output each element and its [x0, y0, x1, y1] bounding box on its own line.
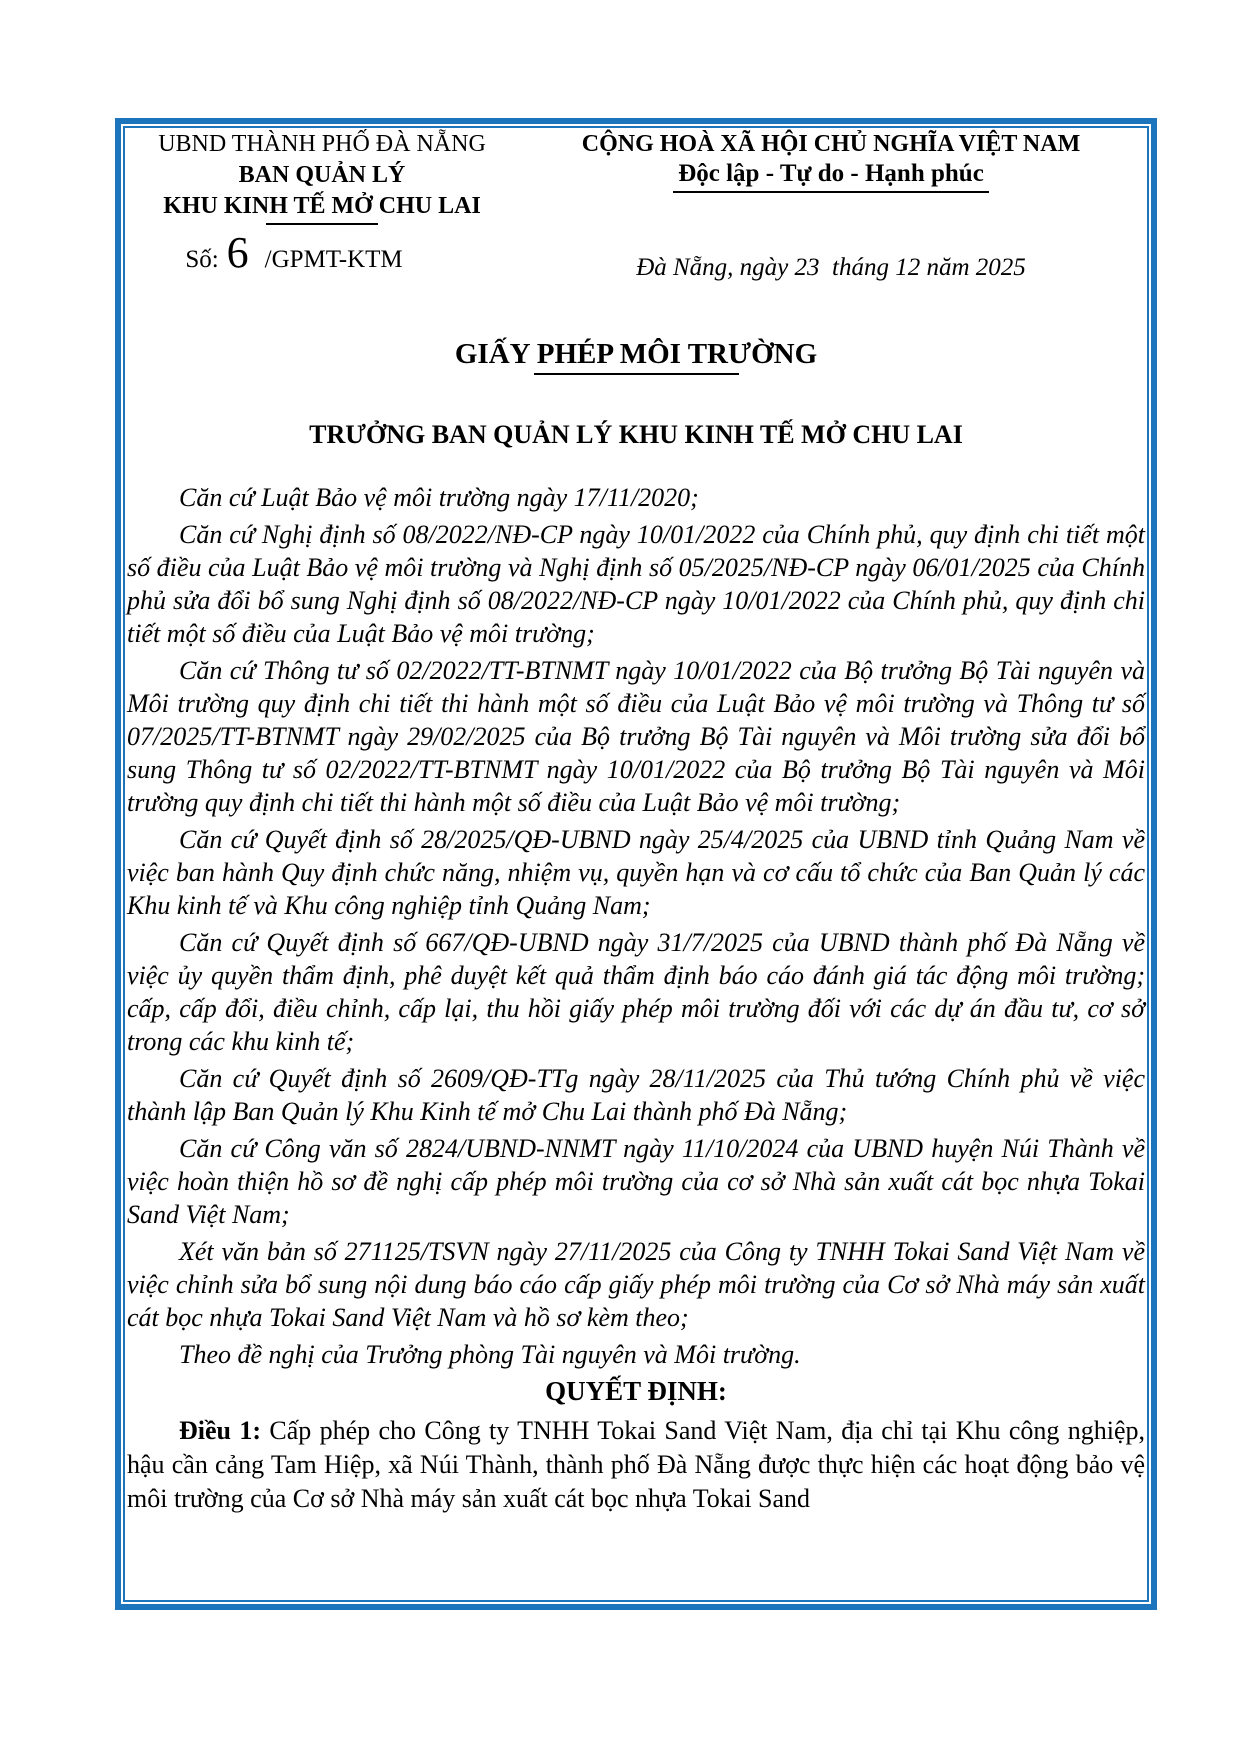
document-header	[127, 129, 1145, 284]
article-1-text: Cấp phép cho Công ty TNHH Tokai Sand Việt Nam, địa chỉ tại Khu công nghiệp, hậu cần cảng Tam Hiệp, xã Núi Thành, thành phố Đà Nẵng được thực hiện các hoạt động bảo vệ môi trường của Cơ sở Nhà máy sản xuất cát bọc nhựa Tokai Sand	[127, 1416, 1145, 1513]
national-motto-wrap	[517, 159, 1145, 193]
document-body	[127, 481, 1145, 1516]
agency-name: BAN QUẢN LÝ	[238, 162, 406, 188]
number-suffix: /GPMT-KTM	[264, 246, 403, 273]
number-value: 6	[226, 228, 249, 277]
recital-paragraph: Căn cứ Quyết định số 28/2025/QĐ-UBND ngày 25/4/2025 của UBND tỉnh Quảng Nam về việc ban hành Quy định chức năng, nhiệm vụ, quyền hạn và cơ cấu tổ chức của Ban Quản lý các Khu kinh tế và Khu công nghiệp tỉnh Quảng Nam;	[127, 825, 1145, 920]
page-border-frame	[115, 118, 1157, 1610]
recital-paragraph: Căn cứ Nghị định số 08/2022/NĐ-CP ngày 10/01/2022 của Chính phủ, quy định chi tiết một số điều của Luật Bảo vệ môi trường và Nghị định số 05/2025/NĐ-CP ngày 06/01/2025 của Chính phủ sửa đổi bổ sung Nghị định số 08/2022/NĐ-CP ngày 10/01/2022 của Chính phủ, quy định chi tiết một số điều của Luật Bảo vệ môi trường;	[127, 520, 1145, 648]
agency-parent-name: UBND THÀNH PHỐ ĐÀ NẴNG	[158, 131, 486, 157]
number-label: Số:	[185, 246, 219, 273]
title-underline	[534, 373, 739, 375]
agency-underline	[266, 223, 378, 225]
recital-paragraph: Căn cứ Thông tư số 02/2022/TT-BTNMT ngày 10/01/2022 của Bộ trưởng Bộ Tài nguyên và Môi trường quy định chi tiết thi hành một số điều của Luật Bảo vệ môi trường và Thông tư số 07/2025/TT-BTNMT ngày 29/02/2025 của Bộ trưởng Bộ Tài nguyên và Môi trường sửa đổi bổ sung Thông tư số 02/2022/TT-BTNMT ngày 10/01/2022 của Bộ trưởng Bộ Tài nguyên và Môi trường quy định chi tiết thi hành một số điều của Luật Bảo vệ môi trường;	[127, 656, 1145, 817]
agency-zone-name: KHU KINH TẾ MỞ CHU LAI	[163, 193, 481, 219]
recital-paragraph: Căn cứ Công văn số 2824/UBND-NNMT ngày 11/10/2024 của UBND huyện Núi Thành về việc hoàn thiện hồ sơ đề nghị cấp phép môi trường của cơ sở Nhà sản xuất cát bọc nhựa Tokai Sand Việt Nam;	[127, 1134, 1145, 1229]
national-title: CỘNG HOÀ XÃ HỘI CHỦ NGHĨA VIỆT NAM	[581, 131, 1081, 157]
document-title: GIẤY PHÉP MÔI TRƯỜNG	[454, 338, 818, 370]
recital-paragraph: Theo đề nghị của Trưởng phòng Tài nguyên và Môi trường.	[179, 1340, 801, 1369]
document-subtitle: TRƯỞNG BAN QUẢN LÝ KHU KINH TẾ MỞ CHU LAI	[309, 420, 963, 449]
place-date-line: Đà Nẵng, ngày 23 tháng 12 năm 2025	[636, 254, 1026, 281]
issuing-agency-block	[127, 129, 517, 275]
article-1-label: Điều 1:	[179, 1416, 262, 1445]
recital-paragraph: Căn cứ Luật Bảo vệ môi trường ngày 17/11/2020;	[179, 483, 699, 512]
recital-paragraph: Căn cứ Quyết định số 2609/QĐ-TTg ngày 28/11/2025 của Thủ tướng Chính phủ về việc thành lập Ban Quản lý Khu Kinh tế mở Chu Lai thành phố Đà Nẵng;	[127, 1064, 1145, 1126]
article-1-paragraph	[127, 1414, 1145, 1516]
recital-paragraph: Căn cứ Quyết định số 667/QĐ-UBND ngày 31/7/2025 của UBND thành phố Đà Nẵng về việc ủy quyền thẩm định, phê duyệt kết quả thẩm định báo cáo đánh giá tác động môi trường; cấp, cấp đổi, điều chỉnh, cấp lại, thu hồi giấy phép môi trường đối với các dự án đầu tư, cơ sở trong các khu kinh tế;	[127, 928, 1145, 1056]
national-header-block	[517, 129, 1145, 284]
national-motto: Độc lập - Tự do - Hạnh phúc	[673, 159, 989, 193]
recital-paragraph: Xét văn bản số 271125/TSVN ngày 27/11/2025 của Công ty TNHH Tokai Sand Việt Nam về việc chỉnh sửa bổ sung nội dung báo cáo cấp giấy phép môi trường của Cơ sở Nhà máy sản xuất cát bọc nhựa Tokai Sand Việt Nam và hồ sơ kèm theo;	[127, 1237, 1145, 1332]
document-number-line	[123, 228, 489, 277]
decision-heading: QUYẾT ĐỊNH:	[545, 1376, 727, 1406]
page-border-inner-frame	[123, 126, 1149, 1602]
